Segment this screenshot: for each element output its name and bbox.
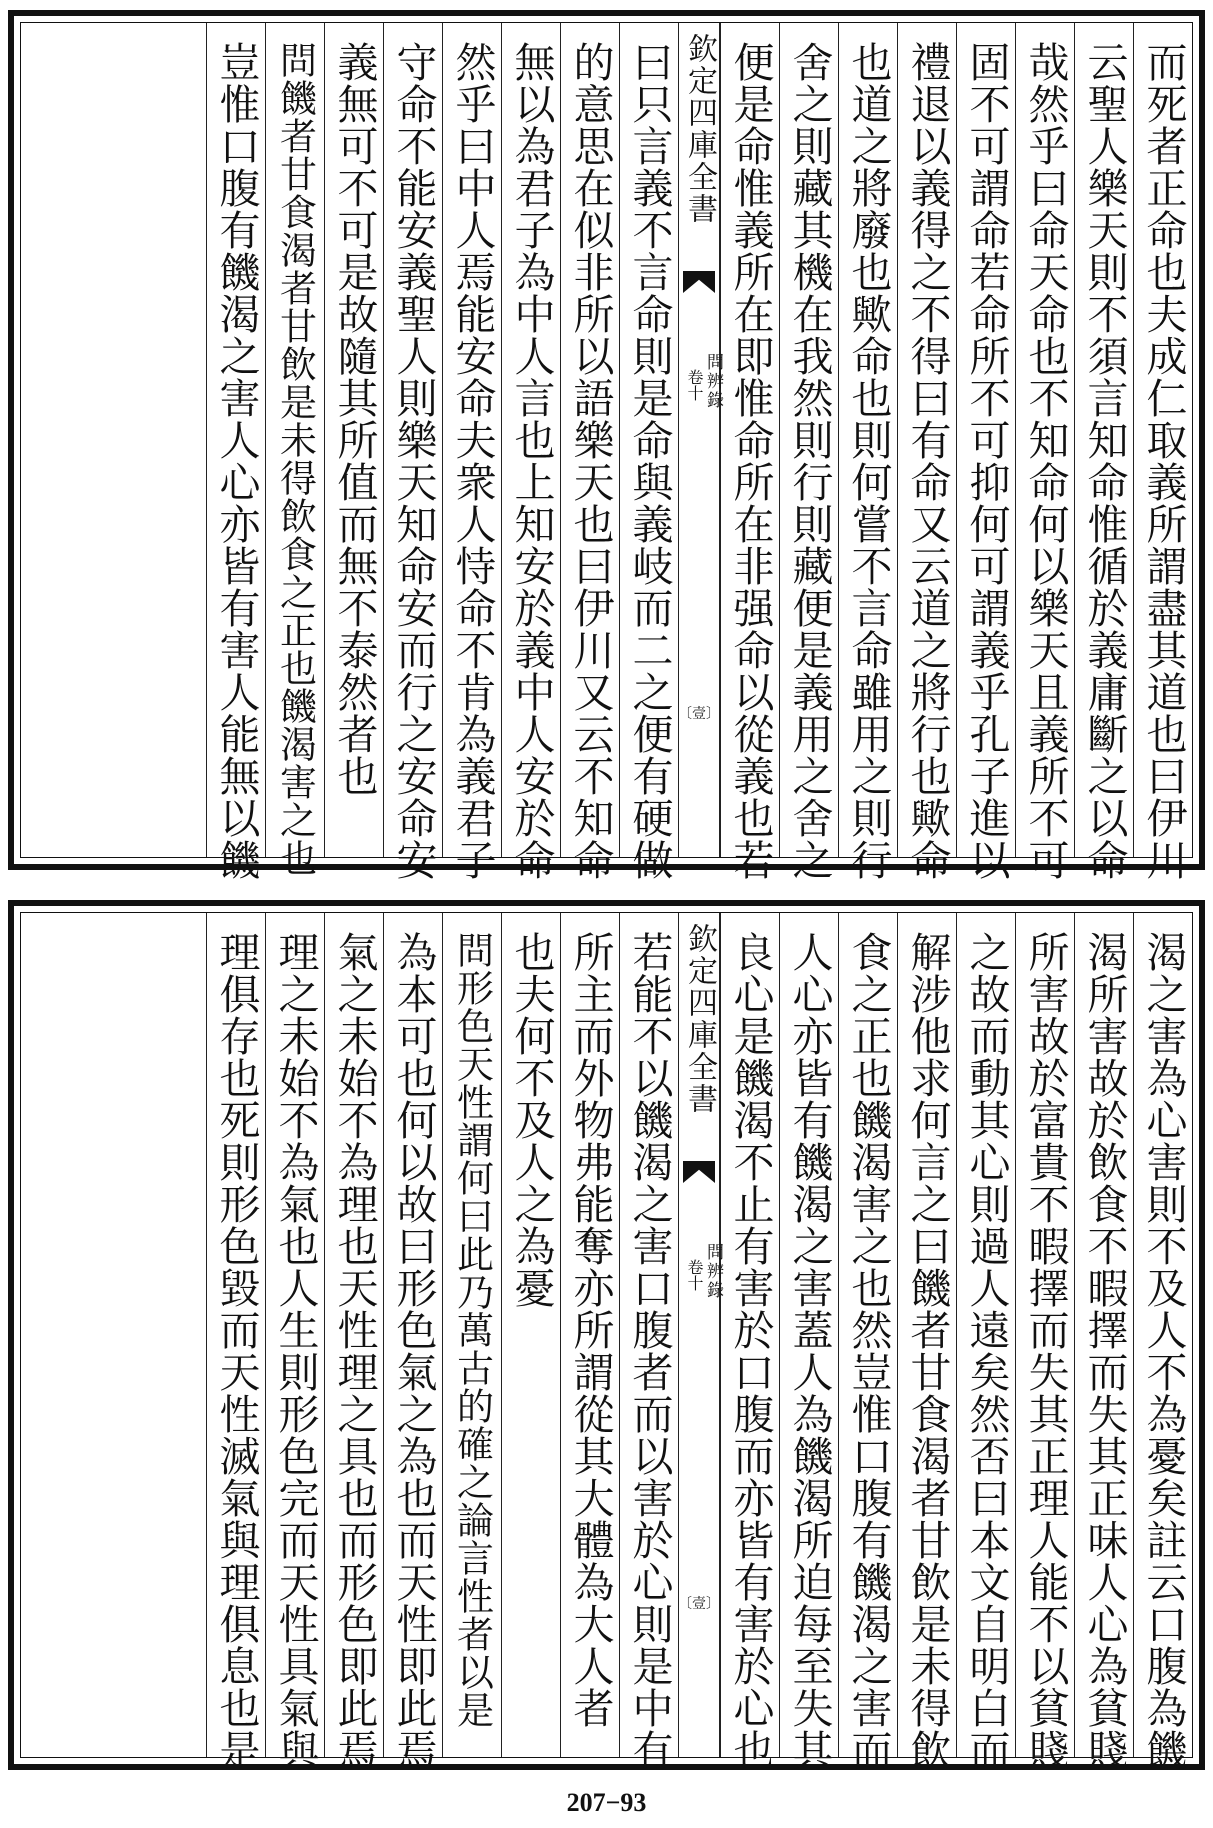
text-column <box>720 913 779 1771</box>
text-column <box>206 23 265 881</box>
column-text: 所害故於富貴不暇擇而失其正理人能不以貧賤 <box>1021 931 1070 1771</box>
center-fold-column <box>678 23 723 857</box>
text-column <box>838 913 897 1771</box>
text-column <box>1133 23 1192 881</box>
top-page-columns <box>21 23 1192 881</box>
center-title: 欽定四庫全書 <box>682 923 717 1115</box>
text-column <box>619 913 678 1771</box>
column-text: 曰只言義不言命則是命與義岐而二之便有硬做 <box>625 41 674 881</box>
fishtail-mark-icon <box>683 1161 715 1183</box>
text-column <box>560 23 619 881</box>
column-text: 解涉他求何言之曰饑者甘食渴者甘飲是未得飲 <box>903 931 952 1771</box>
text-column <box>1015 23 1074 881</box>
text-column <box>442 23 501 881</box>
column-text: 無以為君子為中人言也上知安於義中人安於命 <box>507 41 556 881</box>
column-text: 舍之則藏其機在我然則行則藏便是義用之舍之 <box>785 41 834 881</box>
column-text: 云聖人樂天則不須言知命惟循於義庸斷之以命 <box>1080 41 1129 881</box>
center-page-number: 〔壹〕 <box>678 706 720 722</box>
column-text: 若能不以饑渴之害口腹者而以害於心則是中有 <box>625 931 674 1771</box>
text-column <box>501 913 560 1757</box>
text-column <box>324 23 383 857</box>
column-text: 而死者正命也夫成仁取義所謂盡其道也曰伊川 <box>1139 41 1188 881</box>
column-text: 固不可謂命若命所不可抑何可謂義乎孔子進以 <box>962 41 1011 881</box>
column-text: 禮退以義得之不得曰有命又云道之將行也歟命 <box>903 41 952 881</box>
bottom-page-frame <box>20 912 1193 1771</box>
text-column <box>956 23 1015 881</box>
top-page <box>8 10 1205 881</box>
text-column <box>779 23 838 881</box>
footer-page-number: 207−93 <box>566 1788 647 1817</box>
column-text: 豈惟口腹有饑渴之害人心亦皆有害人能無以饑 <box>212 41 261 881</box>
text-column <box>265 23 324 877</box>
center-fold-column <box>678 913 723 1757</box>
column-text: 渴之害為心害則不及人不為憂矣註云口腹為饑 <box>1139 931 1188 1771</box>
column-text: 氣之未始不為理也天性理之具也而形色即此焉 <box>330 931 379 1771</box>
column-text: 為本可也何以故曰形色氣之為也而天性即此焉 <box>389 931 438 1771</box>
column-text: 問饑者甘食渴者甘飲是未得飲食之正也饑渴害之也 <box>273 41 317 877</box>
column-text: 便是命惟義所在即惟命所在非强命以從義也若 <box>726 41 775 881</box>
text-column <box>956 913 1015 1771</box>
column-text: 也道之將廢也歟命也則何嘗不言命雖用之則行 <box>844 41 893 881</box>
center-volume: 卷十 <box>685 1259 704 1291</box>
column-text: 也夫何不及人之為憂 <box>507 931 556 1309</box>
text-column <box>324 913 383 1771</box>
text-column <box>560 913 619 1757</box>
text-column <box>1133 913 1192 1771</box>
column-text: 食之正也饑渴害之也然豈惟口腹有饑渴之害而 <box>844 931 893 1771</box>
column-text: 人心亦皆有饑渴之害蓋人為饑渴所迫每至失其 <box>785 931 834 1771</box>
text-column <box>779 913 838 1771</box>
text-column <box>1074 913 1133 1771</box>
top-page-frame <box>20 22 1193 881</box>
bottom-page-columns <box>21 913 1192 1771</box>
bottom-page <box>8 900 1205 1770</box>
column-text: 哉然乎曰命天命也不知命何以樂天且義所不可 <box>1021 41 1070 881</box>
column-text: 理俱存也死則形色毀而天性滅氣與理俱息也是 <box>212 931 261 1771</box>
column-text: 渴所害故於飲食不暇擇而失其正味人心為貧賤 <box>1080 931 1129 1771</box>
text-column <box>1015 913 1074 1771</box>
text-column <box>838 23 897 881</box>
column-text: 守命不能安義聖人則樂天知命安而行之安命安 <box>389 41 438 881</box>
text-column <box>619 23 678 881</box>
column-text: 所主而外物弗能奪亦所謂從其大體為大人者 <box>566 931 615 1729</box>
text-column <box>1074 23 1133 881</box>
text-column <box>383 913 442 1771</box>
column-text: 然乎曰中人焉能安命夫衆人恃命不肯為義君子 <box>448 41 497 881</box>
column-text: 之故而動其心則過人遠矣然否曰本文自明白而 <box>962 931 1011 1771</box>
column-text: 良心是饑渴不止有害於口腹而亦皆有害於心也 <box>726 931 775 1771</box>
column-text: 理之未始不為氣也人生則形色完而天性具氣與 <box>271 931 320 1771</box>
column-text: 義無可不可是故隨其所值而無不泰然者也 <box>330 41 379 797</box>
text-column <box>442 913 501 1757</box>
column-text: 的意思在似非所以語樂天也曰伊川又云不知命 <box>566 41 615 881</box>
column-text: 問形色天性謂何曰此乃萬古的確之論言性者以是 <box>450 931 494 1729</box>
center-book-title: 問辨錄 <box>703 1243 723 1300</box>
center-title: 欽定四庫全書 <box>682 33 717 225</box>
center-page-number: 〔壹〕 <box>678 1596 720 1612</box>
center-volume: 卷十 <box>685 369 704 401</box>
text-column <box>720 23 779 881</box>
text-column <box>897 23 956 881</box>
text-column <box>501 23 560 881</box>
text-column <box>383 23 442 881</box>
fishtail-mark-icon <box>683 271 715 293</box>
center-book-title: 問辨錄 <box>703 353 723 410</box>
text-column <box>206 913 265 1771</box>
text-column <box>265 913 324 1771</box>
text-column <box>897 913 956 1771</box>
